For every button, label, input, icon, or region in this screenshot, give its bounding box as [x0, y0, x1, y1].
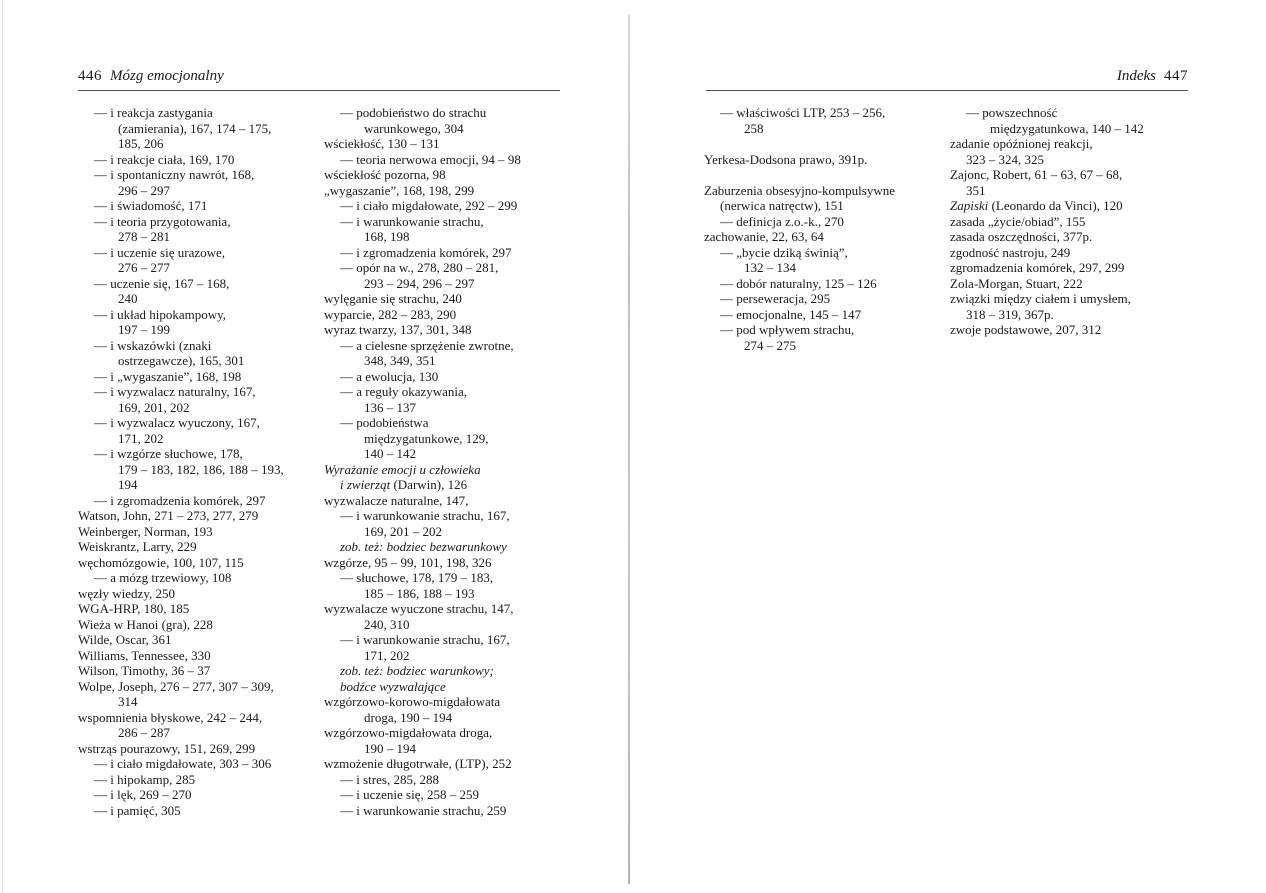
index-entry: — pod wpływem strachu,: [720, 322, 855, 337]
index-entry: 168, 198: [364, 229, 410, 244]
index-entry: i zwierząt (Darwin), 126: [340, 477, 468, 492]
index-entry: zob. też: bodziec bezwarunkowy: [340, 539, 507, 554]
index-entry: wzgórzowo-korowo-migdałowata: [324, 694, 501, 709]
index-entry: — i teoria przygotowania,: [94, 213, 231, 229]
index-entry: — i stres, 285, 288: [340, 771, 439, 787]
index-entry: Zaburzenia obsesyjno-kompulsywne: [704, 182, 895, 198]
index-entry: ostrzegawcze), 165, 301: [118, 353, 245, 368]
index-entry: — teoria nerwowa emocji, 94 – 98: [340, 151, 521, 167]
index-entry: węzły wiedzy, 250: [78, 585, 175, 601]
index-entry: — i wyzwalacz naturalny, 167,: [94, 384, 256, 399]
index-entry: 169, 201, 202: [118, 399, 190, 415]
index-entry: — i wzgórze słuchowe, 178,: [94, 446, 243, 461]
index-entry: Wilson, Timothy, 36 – 37: [78, 663, 211, 678]
index-entry: wyzwalacze wyuczone strachu, 147,: [324, 601, 514, 616]
left-page-number: 446: [78, 68, 102, 84]
index-entry: (nerwica natręctw), 151: [720, 198, 844, 213]
right-running-title: Indeks: [1116, 68, 1156, 84]
index-entry: [704, 167, 944, 183]
index-entry: 314: [118, 694, 138, 709]
index-entry: — właściwości LTP, 253 – 256,: [720, 105, 886, 120]
index-column-4: [950, 105, 1200, 338]
index-entry: wściekłość pozorna, 98: [324, 167, 446, 182]
index-entry: zadanie opóźnionej reakcji,: [950, 136, 1093, 151]
index-entry: WGA-HRP, 180, 185: [78, 601, 190, 616]
index-entry: — i reakcja zastygania: [94, 105, 213, 120]
index-entry: Wolpe, Joseph, 276 – 277, 307 – 309,: [78, 678, 274, 694]
book-gutter: [628, 14, 630, 884]
index-entry: zasada oszczędności, 377p.: [950, 229, 1093, 244]
index-entry: — powszechność: [966, 105, 1058, 120]
index-entry: — perseweracja, 295: [720, 291, 831, 306]
index-entry: zob. też: bodziec warunkowy;: [340, 663, 494, 678]
index-entry: Zajonc, Robert, 61 – 63, 67 – 68,: [950, 167, 1123, 182]
index-entry: — a mózg trzewiowy, 108: [94, 570, 232, 585]
index-entry: wściekłość, 130 – 131: [324, 136, 440, 151]
index-entry: — podobieństwo do strachu: [340, 105, 487, 120]
index-column-3: [704, 105, 944, 353]
index-entry: wyzwalacze naturalne, 147,: [324, 492, 469, 508]
index-entry: 296 – 297: [118, 182, 170, 198]
index-entry: międzygatunkowa, 140 – 142: [990, 120, 1144, 136]
index-entry: zachowanie, 22, 63, 64: [704, 229, 824, 244]
index-entry: — i warunkowanie strachu, 167,: [340, 632, 510, 647]
index-entry: wyraz twarzy, 137, 301, 348: [324, 322, 472, 337]
index-entry: — a ewolucja, 130: [340, 368, 439, 384]
index-entry: — i zgromadzenia komórek, 297: [340, 244, 512, 260]
index-entry: — „bycie dziką świnią”,: [720, 244, 848, 260]
index-entry: — dobór naturalny, 125 – 126: [720, 275, 877, 291]
index-entry: Williams, Tennessee, 330: [78, 647, 211, 663]
index-entry: — i warunkowanie strachu,: [340, 213, 484, 229]
index-entry: — i warunkowanie strachu, 167,: [340, 508, 510, 523]
index-entry: zgodność nastroju, 249: [950, 244, 1071, 260]
index-entry: — i świadomość, 171: [94, 198, 208, 213]
index-entry: — i zgromadzenia komórek, 297: [94, 492, 266, 508]
index-entry: „wygaszanie”, 168, 198, 299: [324, 182, 475, 198]
index-entry: 171, 202: [364, 647, 410, 663]
index-entry: 185 – 186, 188 – 193: [364, 585, 475, 601]
index-entry: 136 – 137: [364, 399, 416, 415]
index-entry: 293 – 294, 296 – 297: [364, 275, 475, 291]
index-entry: — definicja z.o.-k., 270: [720, 213, 844, 229]
index-entry: 276 – 277: [118, 260, 170, 275]
index-entry: Wyrażanie emocji u człowieka: [324, 461, 481, 477]
index-entry: — i „wygaszanie”, 168, 198: [94, 368, 242, 384]
index-entry: — uczenie się, 167 – 168,: [94, 275, 230, 291]
index-entry: wylęganie się strachu, 240: [324, 291, 462, 306]
index-entry: — i pamięć, 305: [94, 802, 181, 818]
index-entry: — i ciało migdałowate, 292 – 299: [340, 198, 518, 213]
index-entry: — i uczenie się, 258 – 259: [340, 787, 479, 802]
index-entry: — emocjonalne, 145 – 147: [720, 306, 862, 322]
index-entry: — opór na w., 278, 280 – 281,: [340, 260, 499, 275]
index-entry: — i wyzwalacz wyuczony, 167,: [94, 415, 260, 430]
index-entry: Weiskrantz, Larry, 229: [78, 539, 197, 554]
index-column-1: [78, 105, 318, 818]
index-entry: 190 – 194: [364, 740, 416, 756]
index-entry: [704, 136, 944, 152]
index-entry: 169, 201 – 202: [364, 523, 442, 539]
index-entry: Watson, John, 271 – 273, 277, 279: [78, 508, 259, 523]
index-entry: Yerkesa-Dodsona prawo, 391p.: [704, 151, 868, 167]
right-page-number: 447: [1164, 68, 1188, 84]
index-entry: — słuchowe, 178, 179 – 183,: [340, 570, 494, 585]
index-entry: wzgórze, 95 – 99, 101, 198, 326: [324, 554, 492, 570]
index-entry: (zamierania), 167, 174 – 175,: [118, 120, 272, 136]
index-column-2: [324, 105, 564, 818]
index-entry: Zapiski (Leonardo da Vinci), 120: [950, 198, 1123, 213]
left-running-header: [78, 68, 560, 91]
index-entry: 132 – 134: [744, 260, 796, 275]
index-entry: — a reguły okazywania,: [340, 384, 468, 399]
index-entry: 258: [744, 120, 764, 136]
index-entry: 323 – 324, 325: [966, 151, 1044, 167]
index-entry: warunkowego, 304: [364, 120, 464, 136]
index-entry: Wieża w Hanoi (gra), 228: [78, 616, 213, 632]
index-entry: Weinberger, Norman, 193: [78, 523, 213, 539]
index-entry: 318 – 319, 367p.: [966, 306, 1054, 322]
index-entry: — i uczenie się urazowe,: [94, 244, 226, 260]
index-entry: 197 – 199: [118, 322, 170, 337]
index-entry: zgromadzenia komórek, 297, 299: [950, 260, 1125, 275]
index-entry: Wilde, Oscar, 361: [78, 632, 172, 647]
index-entry: 185, 206: [118, 136, 164, 151]
index-entry: — i hipokamp, 285: [94, 771, 196, 787]
index-entry: wzgórzowo-migdałowata droga,: [324, 725, 493, 740]
index-entry: Zola-Morgan, Stuart, 222: [950, 275, 1083, 291]
index-entry: — i ciało migdałowate, 303 – 306: [94, 756, 272, 771]
index-entry: związki między ciałem i umysłem,: [950, 291, 1131, 306]
index-entry: 348, 349, 351: [364, 353, 436, 368]
index-entry: — i spontaniczny nawrót, 168,: [94, 167, 255, 182]
index-entry: — i układ hipokampowy,: [94, 306, 227, 322]
index-entry: 351: [966, 182, 986, 198]
index-entry: wzmożenie długotrwałe, (LTP), 252: [324, 756, 512, 771]
index-entry: 194: [118, 477, 138, 492]
right-running-header: [706, 68, 1188, 91]
index-entry: wstrząs pourazowy, 151, 269, 299: [78, 740, 256, 756]
index-entry: 274 – 275: [744, 337, 796, 353]
index-entry: bodźce wyzwalające: [340, 678, 446, 694]
index-entry: międzygatunkowe, 129,: [364, 430, 489, 446]
index-entry: 140 – 142: [364, 446, 416, 461]
index-entry: węchomózgowie, 100, 107, 115: [78, 554, 244, 570]
index-entry: — a cielesne sprzężenie zwrotne,: [340, 337, 514, 353]
index-entry: 278 – 281: [118, 229, 170, 244]
index-entry: 240: [118, 291, 138, 306]
index-entry: — i wskazówki (znaki: [94, 337, 212, 353]
index-entry: 179 – 183, 182, 186, 188 – 193,: [118, 461, 284, 477]
index-entry: — podobieństwa: [340, 415, 429, 430]
index-entry: zasada „życie/obiad”, 155: [950, 213, 1086, 229]
index-entry: zwoje podstawowe, 207, 312: [950, 322, 1102, 337]
index-entry: droga, 190 – 194: [364, 709, 453, 725]
index-entry: wspomnienia błyskowe, 242 – 244,: [78, 709, 263, 725]
index-entry: — i lęk, 269 – 270: [94, 787, 192, 802]
index-entry: — i reakcje ciała, 169, 170: [94, 151, 235, 167]
index-entry: 286 – 287: [118, 725, 170, 740]
index-entry: — i warunkowanie strachu, 259: [340, 802, 507, 818]
index-entry: 171, 202: [118, 430, 164, 446]
index-entry: wyparcie, 282 – 283, 290: [324, 306, 457, 322]
left-running-title: Mózg emocjonalny: [110, 68, 224, 84]
index-entry: 240, 310: [364, 616, 410, 632]
